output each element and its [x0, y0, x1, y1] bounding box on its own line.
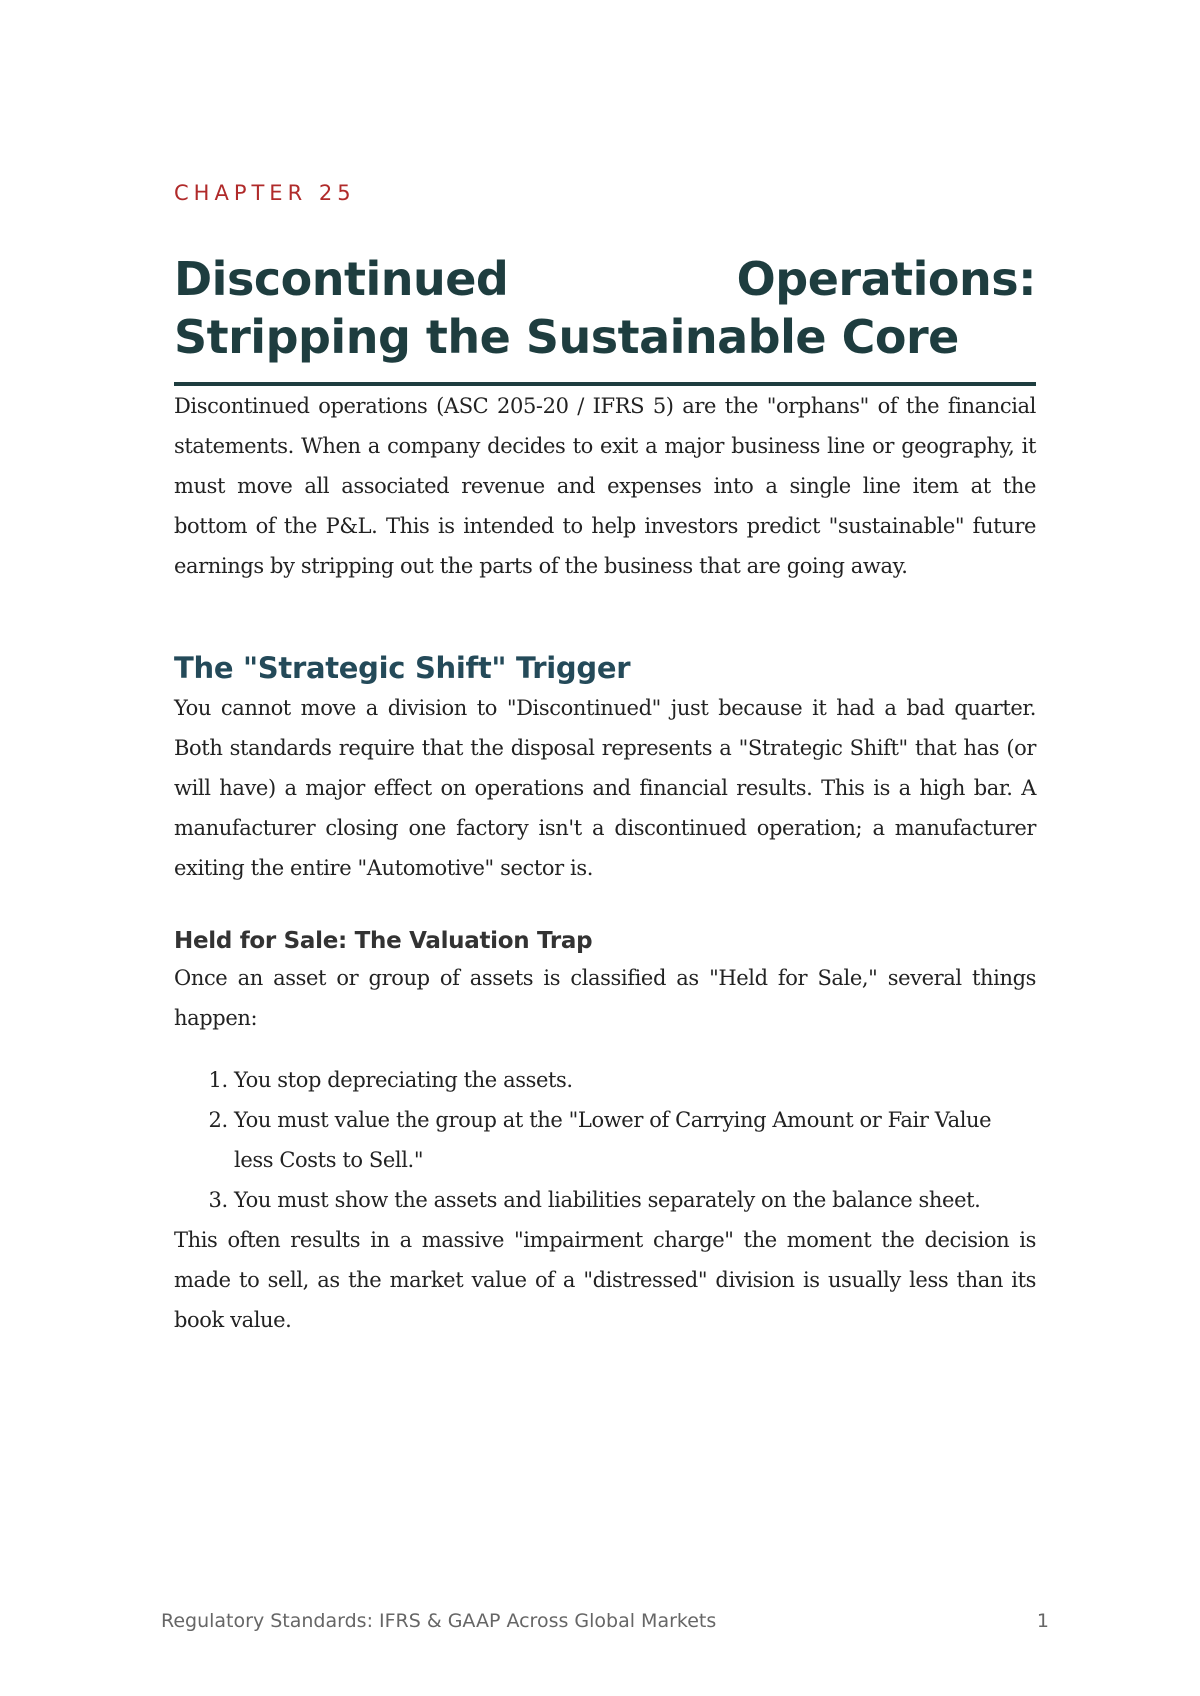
- list-item: 2. You must value the group at the "Lower of Carrying Amount or Fair Value less Costs to Sell.": [234, 1100, 1036, 1180]
- section-heading: The "Strategic Shift" Trigger: [174, 651, 631, 685]
- chapter-title-line-2: Stripping the Sustainable Core: [174, 310, 959, 364]
- chapter-title-word-left: Discontinued: [174, 252, 509, 306]
- subsection-heading: Held for Sale: The Valuation Trap: [174, 928, 593, 954]
- page-footer: [161, 1610, 1049, 1632]
- chapter-title-line-1: [174, 250, 1036, 308]
- chapter-title-word-right: Operations:: [736, 252, 1036, 306]
- section-paragraph: You cannot move a division to "Discontinued" just because it had a bad quarter. Both standards require that the disposal represents a "Strategic Shift" that has (or will have) a major effect on operations and financial results. This is a high bar. A manufacturer closing one factory isn't a discontinued operation; a manufacturer exiting the entire "Automotive" sector is.: [174, 696, 1036, 880]
- footer-page-number: 1: [1036, 1610, 1049, 1632]
- list-item: 1. You stop depreciating the assets.: [234, 1060, 1036, 1100]
- footer-book-title: Regulatory Standards: IFRS & GAAP Across Global Markets: [161, 1610, 717, 1632]
- list-item: 3. You must show the assets and liabilities separately on the balance sheet.: [234, 1180, 1036, 1220]
- chapter-label: CHAPTER 25: [174, 181, 356, 205]
- subsection-lead-paragraph: Once an asset or group of assets is classified as "Held for Sale," several things happen:: [174, 966, 1036, 1030]
- intro-paragraph: Discontinued operations (ASC 205-20 / IFRS 5) are the "orphans" of the financial statements. When a company decides to exit a major business line or geography, it must move all associated revenue and expenses into a single line item at the bottom of the P&L. This is intended to help investors predict "sustainable" future earnings by stripping out the parts of the business that are going away.: [174, 394, 1036, 578]
- page-content: [174, 178, 1036, 1340]
- chapter-title: [174, 250, 1036, 366]
- numbered-list: [174, 1060, 1036, 1220]
- closing-paragraph: This often results in a massive "impairment charge" the moment the decision is made to sell, as the market value of a "distressed" division is usually less than its book value.: [174, 1228, 1036, 1332]
